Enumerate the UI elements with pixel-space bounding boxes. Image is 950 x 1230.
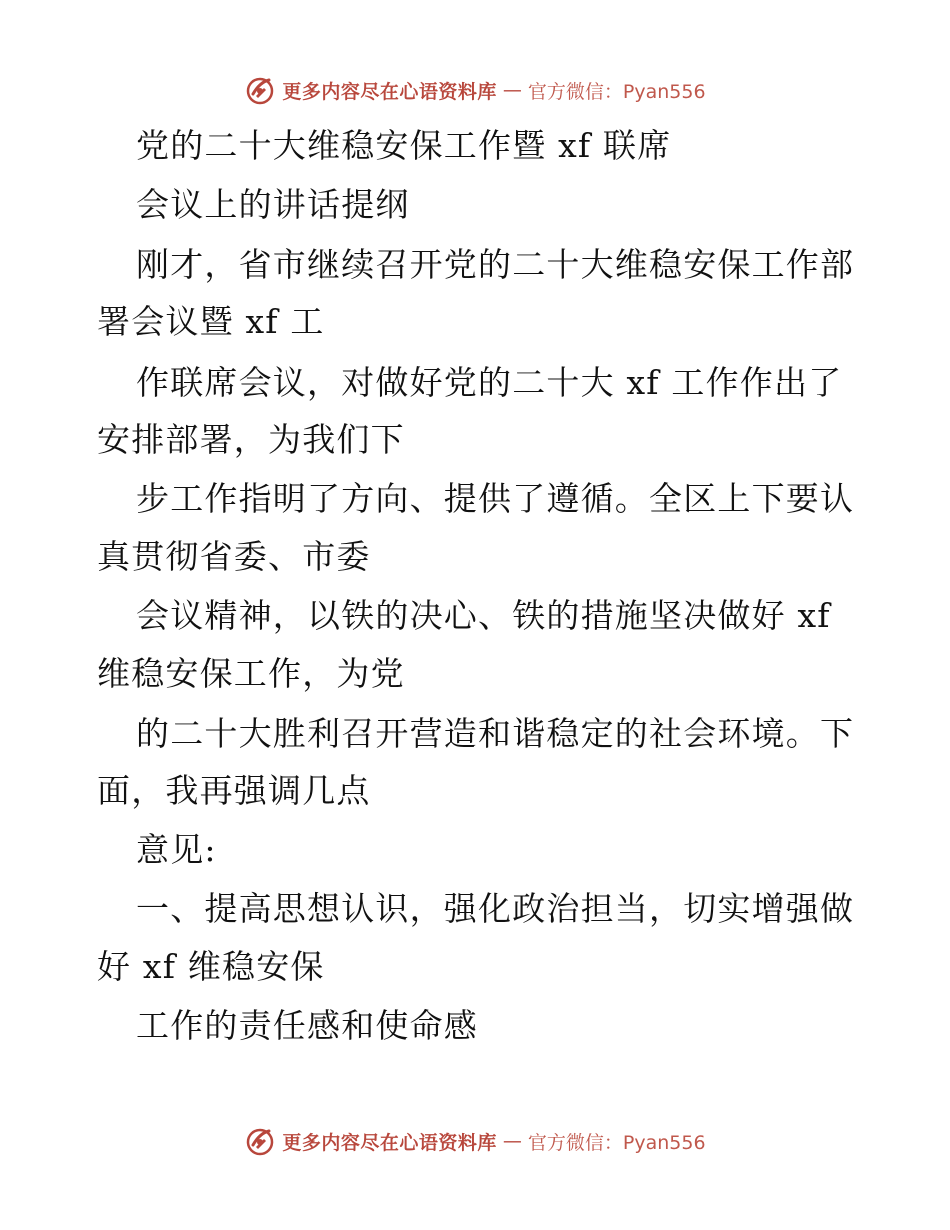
brand-logo-icon [244, 1125, 276, 1157]
text-line: 维稳安保工作，为党 [97, 654, 405, 693]
watermark-separator: — [502, 79, 522, 101]
text-line: 真贯彻省委、市委 [97, 537, 371, 576]
header-watermark [0, 70, 950, 110]
text-line: 安排部署，为我们下 [97, 420, 405, 459]
text-line: 一、提高思想认识，强化政治担当，切实增强做 [136, 889, 855, 928]
watermark-wechat: 官方微信：Pyan556 [527, 80, 706, 103]
text-line: 工作的责任感和使命感 [136, 1006, 478, 1045]
text-line: 好 xf 维稳安保 [97, 947, 325, 986]
watermark-content [244, 1125, 705, 1157]
text-line: 作联席会议，对做好党的二十大 xf 工作作出了 [136, 363, 843, 402]
footer-watermark [0, 1121, 950, 1161]
text-line: 面，我再强调几点 [97, 771, 371, 810]
text-line: 的二十大胜利召开营造和谐稳定的社会环境。下 [136, 714, 855, 753]
watermark-brand: 更多内容尽在心语资料库 [282, 80, 497, 103]
text-line: 步工作指明了方向、提供了遵循。全区上下要认 [136, 479, 855, 518]
text-line: 党的二十大维稳安保工作暨 xf 联席 [136, 126, 672, 165]
text-line: 会议精神，以铁的决心、铁的措施坚决做好 xf [136, 596, 831, 635]
watermark-separator: — [502, 1130, 522, 1152]
watermark-brand: 更多内容尽在心语资料库 [282, 1131, 497, 1154]
watermark-content [244, 74, 705, 106]
text-line: 署会议暨 xf 工 [97, 302, 325, 341]
watermark-wechat: 官方微信：Pyan556 [527, 1131, 706, 1154]
brand-logo-icon [244, 74, 276, 106]
text-line: 意见: [136, 830, 217, 869]
text-line: 刚才，省市继续召开党的二十大维稳安保工作部 [136, 245, 855, 284]
text-line: 会议上的讲话提纲 [136, 185, 410, 224]
